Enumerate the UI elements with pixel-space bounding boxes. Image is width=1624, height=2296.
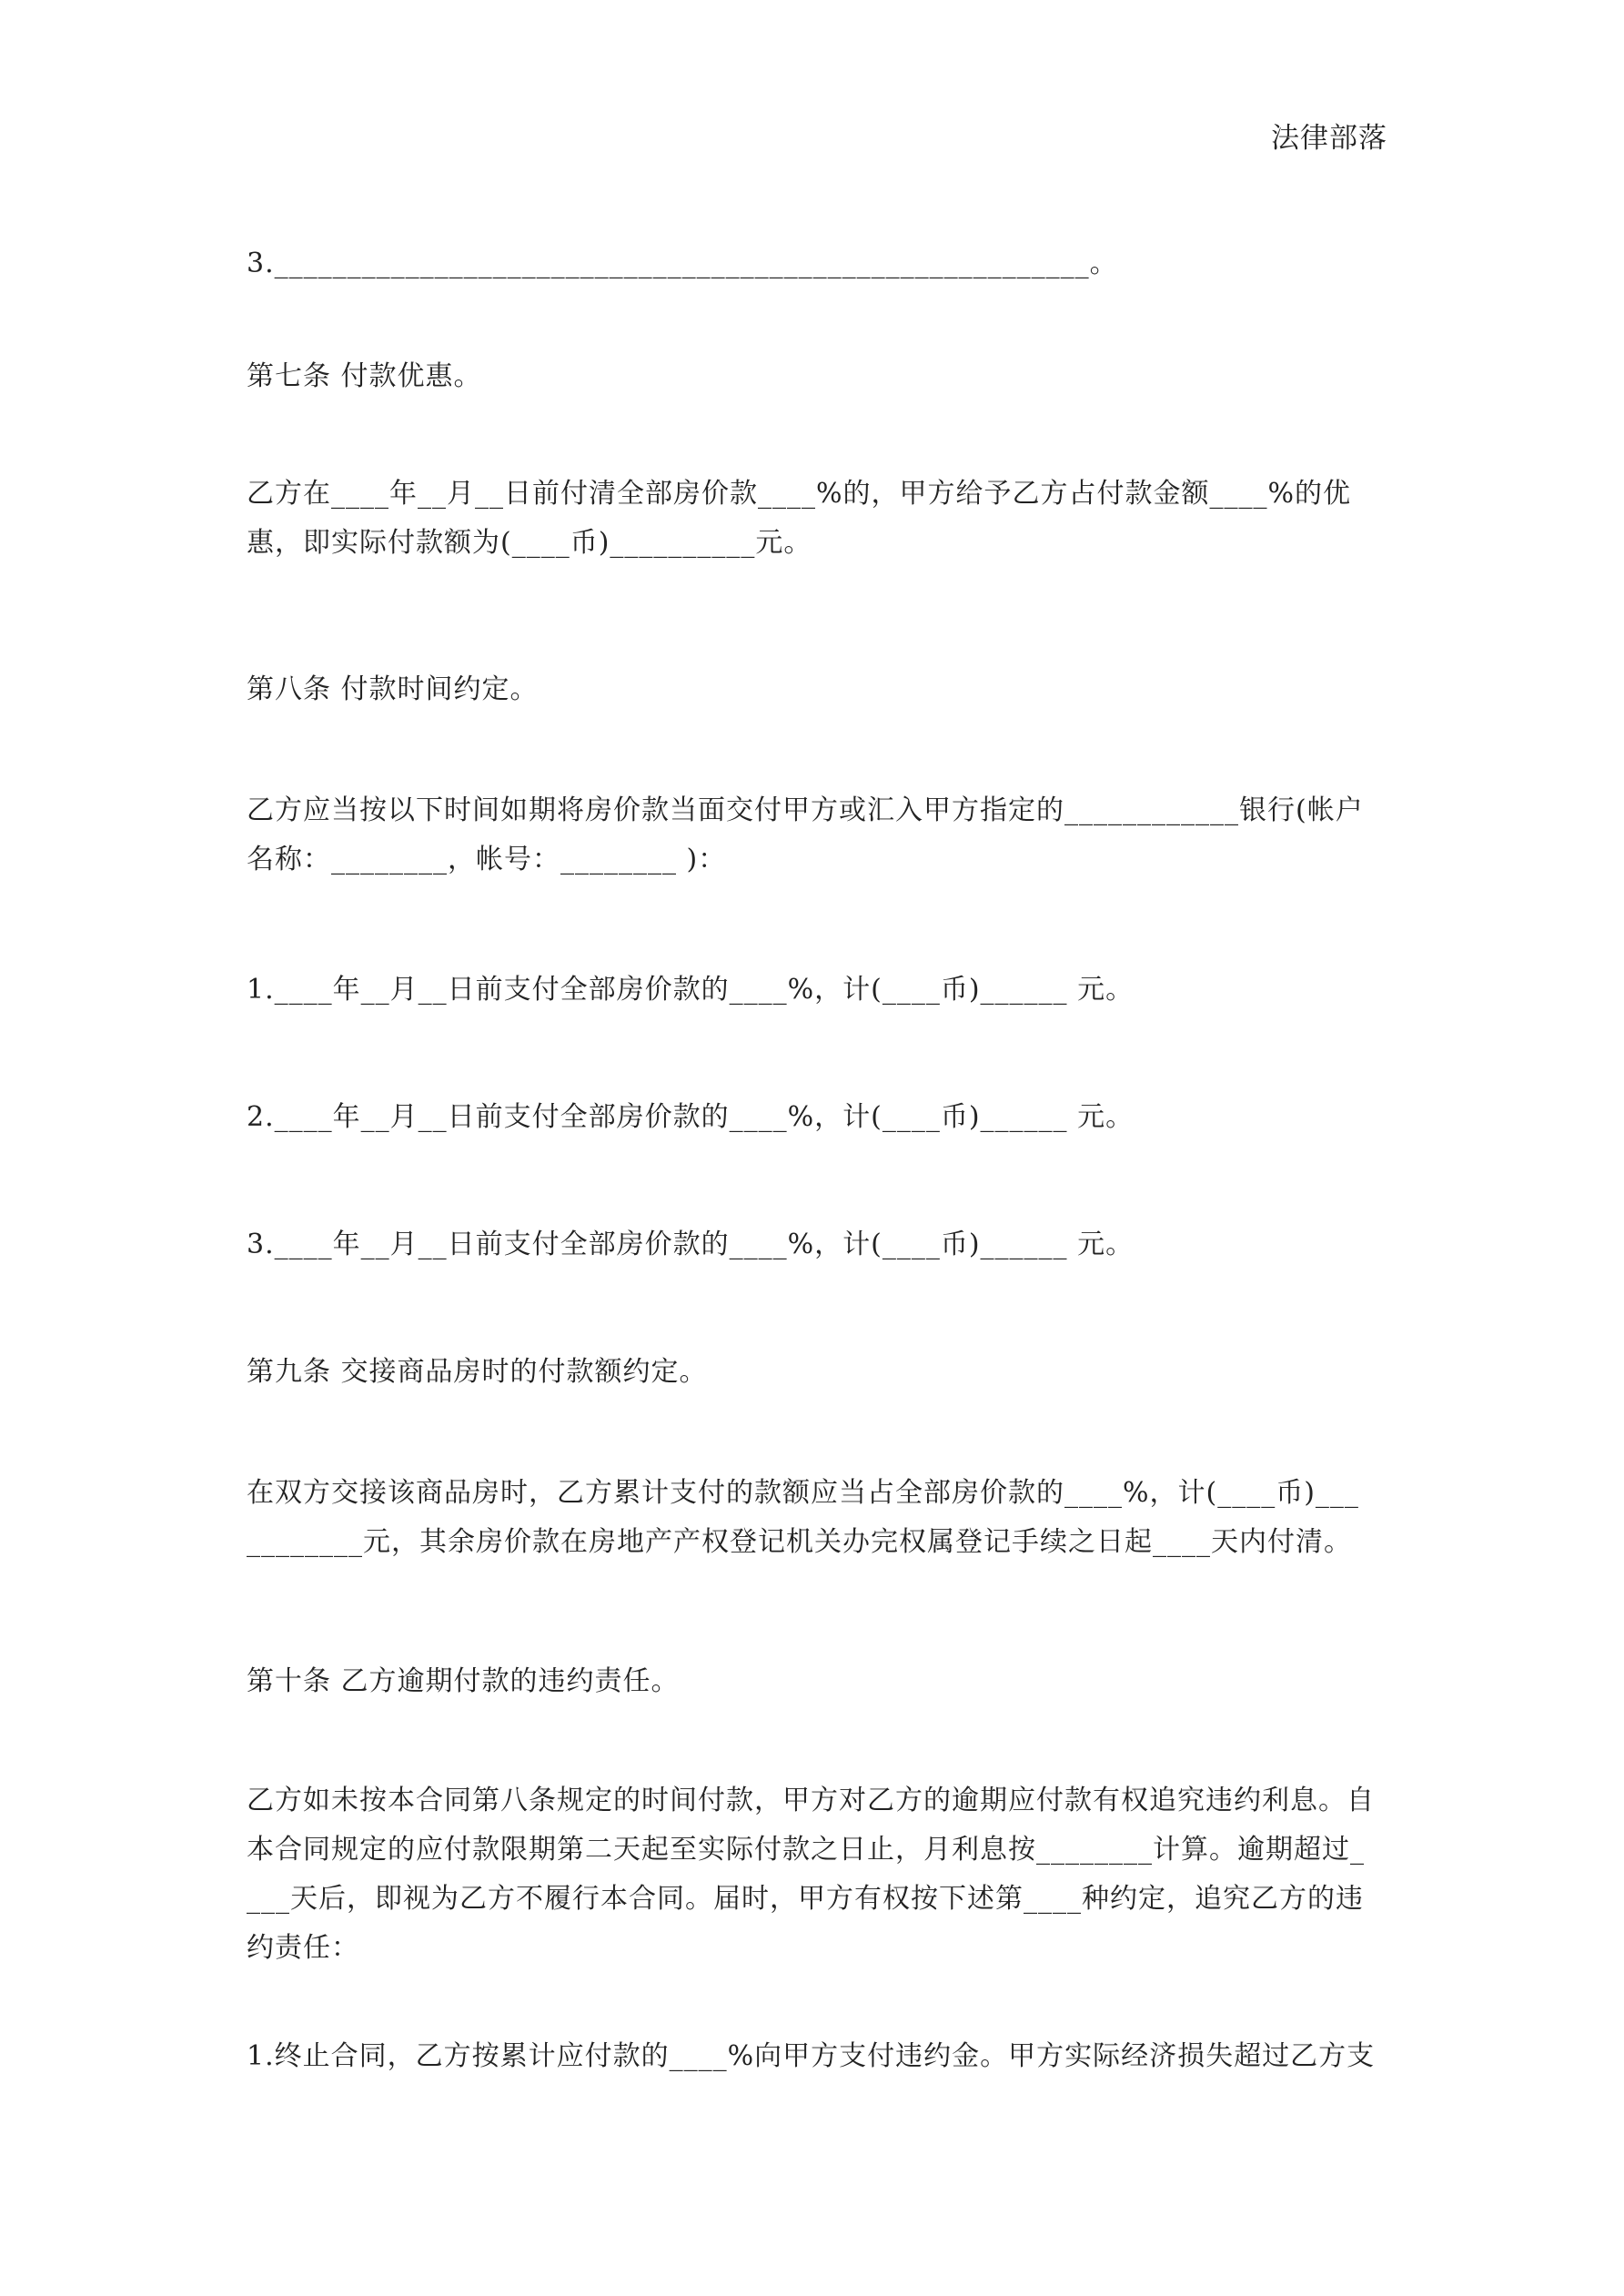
article-10-body-line-1: 乙方如未按本合同第八条规定的时间付款，甲方对乙方的逾期应付款有权追究违约利息。自 [247,1785,1375,1816]
article-9-body-line-1: 在双方交接该商品房时，乙方累计支付的款额应当占全部房价款的____%，计(____币)___ [247,1477,1359,1509]
article-8-title: 第八条 付款时间约定。 [247,673,539,705]
article-8-body-line-1: 乙方应当按以下时间如期将房价款当面交付甲方或汇入甲方指定的____________银行(帐户 [247,794,1364,826]
article-9-title: 第九条 交接商品房时的付款额约定。 [247,1356,708,1388]
article-7-title: 第七条 付款优惠。 [247,360,482,392]
article-7-body [247,470,1386,568]
article-9-body-line-2: ________元，其余房价款在房地产产权登记机关办完权属登记手续之日起____天内付清。 [247,1526,1352,1558]
article-10-item-1: 1.终止合同，乙方按累计应付款的____%向甲方支付违约金。甲方实际经济损失超过乙方支 [247,2040,1376,2072]
article-7-body-line-1: 乙方在____年__月__日前付清全部房价款____%的，甲方给予乙方占付款金额____%的优 [247,478,1352,510]
header-brand: 法律部落 [1271,122,1387,155]
article-10-title: 第十条 乙方逾期付款的违约责任。 [247,1665,680,1697]
article-8-item-2: 2.____年__月__日前支付全部房价款的____%，计(____币)______ 元。 [247,1101,1135,1133]
article-8-body [247,786,1386,885]
article-10-body [247,1776,1386,1973]
article-8-item-1: 1.____年__月__日前支付全部房价款的____%，计(____币)______ 元。 [247,974,1135,1006]
article-7-body-line-2: 惠，即实际付款额为(____币)__________元。 [247,527,812,559]
article-10-body-line-4: 约责任： [247,1932,359,1964]
article-9-body [247,1469,1386,1567]
article-8-item-3: 3.____年__月__日前支付全部房价款的____%，计(____币)______ 元。 [247,1229,1135,1260]
article-10-body-line-2: 本合同规定的应付款限期第二天起至实际付款之日止，月利息按________计算。逾期超过_ [247,1834,1365,1866]
article-10-body-line-3: ___天后，即视为乙方不履行本合同。届时，甲方有权按下述第____种约定，追究乙方的违 [247,1883,1364,1915]
article-8-body-line-2: 名称：________，帐号：________ )： [247,844,727,875]
clause-item-3-continued: 3.________________________________________________________。 [247,248,1118,279]
